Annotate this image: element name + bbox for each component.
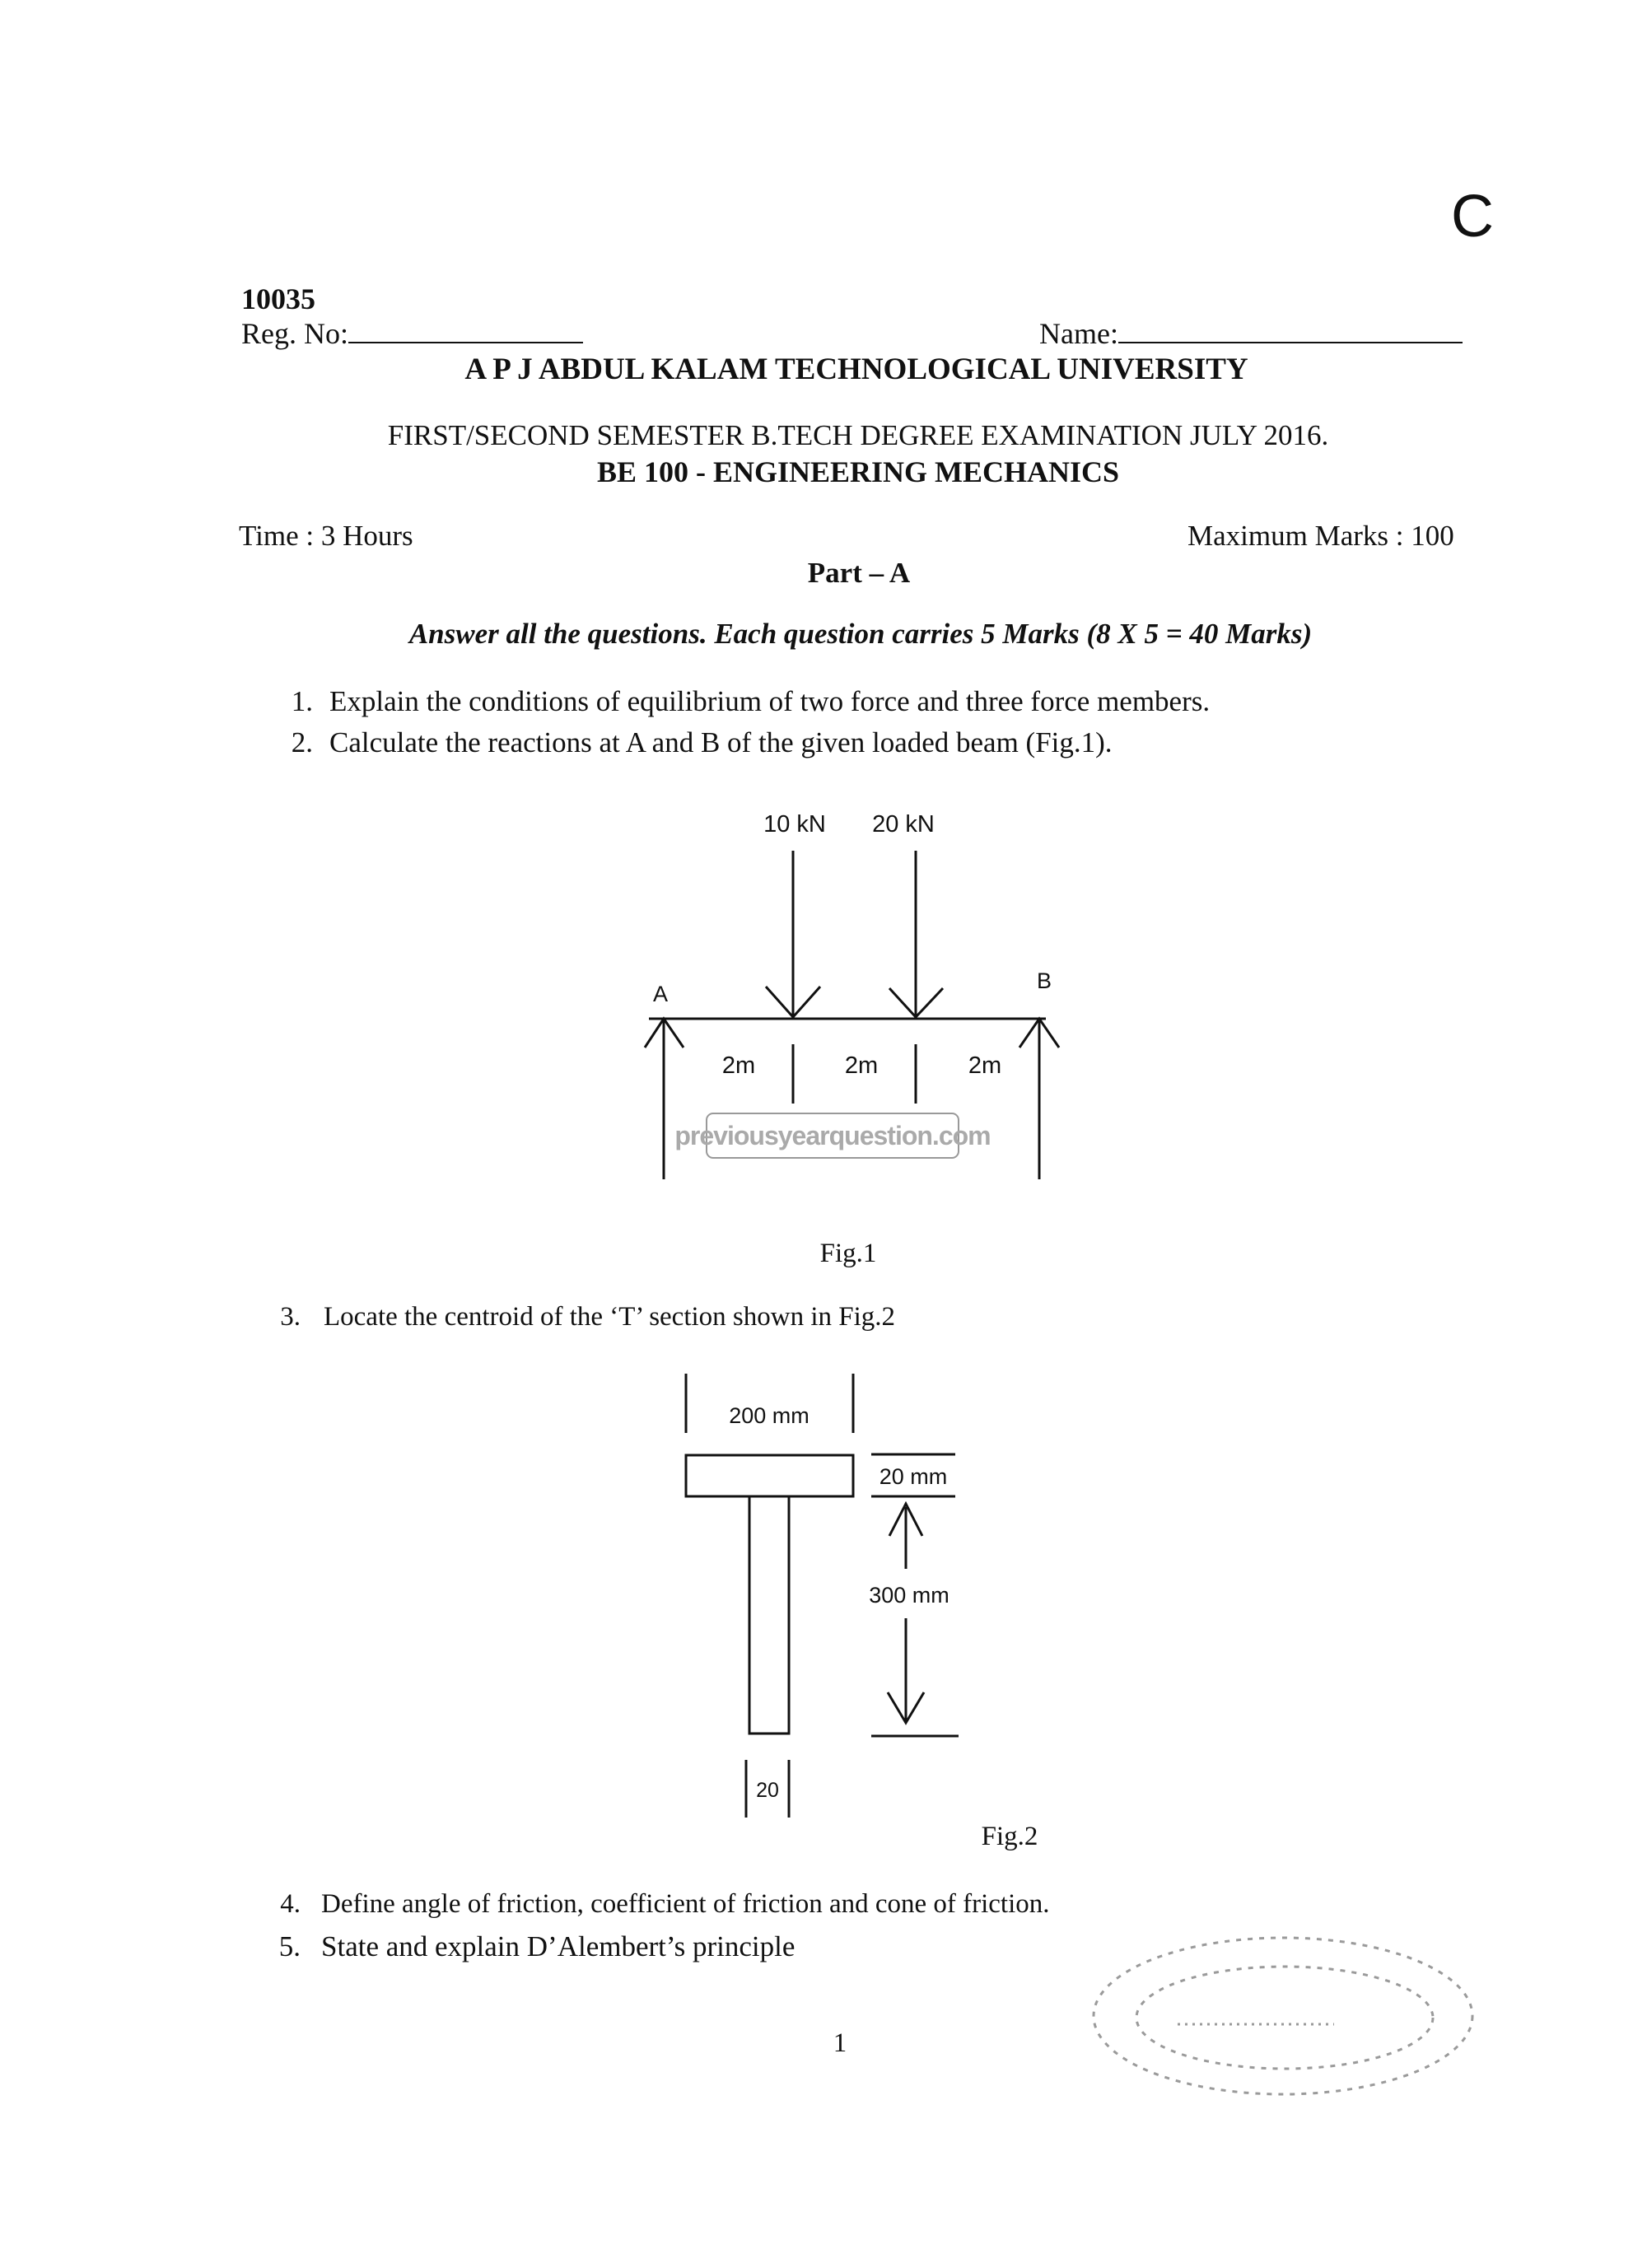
span-label-1: 2m: [721, 1052, 756, 1079]
max-marks-label: Maximum Marks : 100: [1187, 520, 1454, 552]
corner-mark: C: [1451, 184, 1494, 250]
support-label-b: B: [1037, 968, 1052, 993]
time-label: Time : 3 Hours: [239, 520, 413, 552]
university-title: A P J ABDUL KALAM TECHNOLOGICAL UNIVERSITY: [464, 352, 1248, 386]
question-number: 5.: [278, 1930, 301, 1962]
name-label: Name:: [1039, 317, 1118, 350]
question-text: Explain the conditions of equilibrium of two force and three force members.: [329, 685, 1211, 717]
question-number: 4.: [280, 1889, 301, 1919]
page-number: 1: [833, 2028, 847, 2058]
part-label: Part – A: [807, 557, 911, 589]
exam-title: FIRST/SECOND SEMESTER B.TECH DEGREE EXAMINATION JULY 2016.: [387, 419, 1329, 451]
web-thickness-label: 20: [756, 1779, 779, 1802]
question-text: Define angle of friction, coefficient of friction and cone of friction.: [321, 1889, 1050, 1919]
paper-code: 10035: [241, 282, 315, 315]
watermark-text: previousyearquestion.com: [674, 1121, 991, 1150]
fig2-caption: Fig.2: [981, 1822, 1038, 1851]
course-title: BE 100 - ENGINEERING MECHANICS: [596, 455, 1120, 488]
question-number: 2.: [291, 726, 313, 758]
stamp-inner-ring: [1136, 1967, 1433, 2069]
question-text: State and explain D’Alembert’s principle: [321, 1930, 796, 1962]
flange-thickness-label: 20 mm: [879, 1464, 948, 1489]
reg-no-label: Reg. No:: [241, 317, 348, 350]
span-label-3: 2m: [968, 1052, 1002, 1079]
web-height-label: 300 mm: [869, 1583, 949, 1608]
question-number: 3.: [280, 1302, 301, 1332]
load-label-10kn: 10 kN: [763, 811, 826, 838]
question-text: Calculate the reactions at A and B of the given loaded beam (Fig.1).: [329, 726, 1113, 758]
stamp-outer-ring: [1094, 1938, 1472, 2094]
fig1-caption: Fig.1: [819, 1239, 877, 1268]
instructions: Answer all the questions. Each question carries 5 Marks (8 X 5 = 40 Marks): [408, 618, 1313, 650]
flange-width-label: 200 mm: [729, 1403, 810, 1428]
support-label-a: A: [653, 982, 669, 1006]
question-text: Locate the centroid of the ‘T’ section shown in Fig.2: [324, 1302, 896, 1332]
span-label-2: 2m: [844, 1052, 879, 1079]
question-number: 1.: [291, 685, 313, 717]
load-label-20kn: 20 kN: [872, 811, 935, 838]
